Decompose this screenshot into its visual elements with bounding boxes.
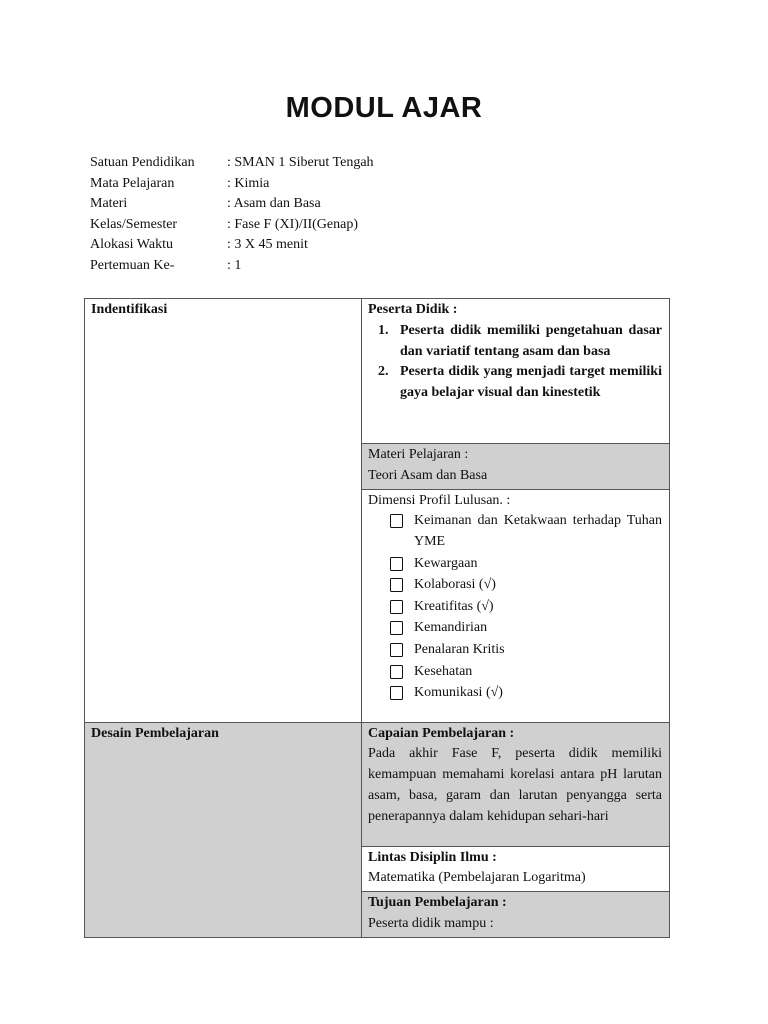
checklist-label: Komunikasi (√) — [414, 685, 503, 701]
table-row — [85, 299, 670, 444]
checkbox-icon — [390, 643, 403, 657]
capaian-cell — [362, 722, 670, 846]
meta-key: Mata Pelajaran — [90, 175, 175, 191]
checklist-item — [390, 575, 662, 596]
capaian-text: Pada akhir Fase F, peserta didik memiliki kemampuan memahami korelasi antara pH larutan asam, basa, garam dan larutan penyangga serta penerapannya dalam kehidupan sehari-hari — [368, 746, 662, 824]
meta-row-alokasi — [90, 235, 374, 256]
checklist-label: Kolaborasi (√) — [414, 577, 496, 593]
table-row — [85, 722, 670, 846]
checklist-item — [390, 618, 662, 639]
dimensi-profil-cell — [362, 489, 670, 722]
peserta-didik-heading: Peserta Didik : — [368, 302, 458, 317]
tujuan-heading: Tujuan Pembelajaran : — [368, 895, 507, 911]
desain-label-cell — [85, 722, 362, 937]
checkbox-icon — [390, 686, 403, 700]
meta-value: : Fase F (XI)/II(Genap) — [227, 216, 359, 232]
meta-row-mapel — [90, 174, 374, 195]
checklist-item — [390, 597, 662, 618]
materi-pelajaran-heading: Materi Pelajaran : — [368, 447, 469, 462]
checklist-item — [390, 511, 662, 552]
checkbox-icon — [390, 621, 403, 635]
meta-key: Satuan Pendidikan — [90, 155, 195, 170]
capaian-heading: Capaian Pembelajaran : — [368, 725, 515, 741]
checklist-label: Kesehatan — [414, 663, 473, 679]
meta-key: Kelas/Semester — [90, 216, 178, 232]
checklist-label: Kemandirian — [414, 620, 488, 636]
meta-row-kelas — [90, 215, 374, 236]
list-item — [378, 362, 662, 404]
meta-value: : 3 X 45 menit — [227, 237, 308, 253]
checklist-item — [390, 662, 662, 683]
peserta-didik-cell — [362, 299, 670, 444]
meta-row-satuan — [90, 153, 374, 174]
meta-key: Pertemuan Ke- — [90, 257, 175, 273]
checkbox-icon — [390, 600, 403, 614]
list-item — [378, 321, 662, 363]
lintas-disiplin-heading: Lintas Disiplin Ilmu : — [368, 849, 497, 865]
list-text: Peserta didik memiliki pengetahuan dasar dan variatif tentang asam dan basa — [400, 322, 662, 359]
meta-key: Alokasi Waktu — [90, 237, 173, 253]
meta-value: : Kimia — [227, 175, 270, 191]
meta-value: : Asam dan Basa — [227, 196, 321, 212]
checkbox-icon — [390, 578, 403, 592]
list-number: 1. — [378, 322, 389, 338]
module-table — [84, 298, 670, 938]
dimensi-checklist — [368, 511, 662, 703]
checkbox-icon — [390, 557, 403, 571]
meta-key: Materi — [90, 196, 128, 212]
lintas-disiplin-cell — [362, 846, 670, 892]
checklist-item — [390, 554, 662, 575]
module-info — [90, 153, 374, 277]
list-text: Peserta didik yang menjadi target memiliki gaya belajar visual dan kinestetik — [400, 364, 662, 401]
dimensi-profil-heading: Dimensi Profil Lulusan. : — [368, 492, 511, 508]
meta-row-pertemuan — [90, 256, 374, 277]
list-number: 2. — [378, 364, 389, 380]
identifikasi-label-cell — [85, 299, 362, 723]
checklist-item — [390, 640, 662, 661]
checkbox-icon — [390, 665, 403, 679]
meta-row-materi — [90, 194, 374, 215]
tujuan-cell — [362, 892, 670, 938]
document-title: MODUL AJAR — [285, 92, 483, 124]
checklist-label: Keimanan dan Ketakwaan terhadap Tuhan YME — [414, 513, 662, 549]
peserta-didik-list — [368, 321, 662, 404]
lintas-disiplin-text: Matematika (Pembelajaran Logaritma) — [368, 870, 586, 886]
identifikasi-label: Indentifikasi — [91, 302, 168, 317]
checklist-label: Penalaran Kritis — [414, 641, 505, 657]
checklist-item — [390, 683, 662, 704]
materi-pelajaran-text: Teori Asam dan Basa — [368, 467, 488, 483]
meta-value: : 1 — [227, 257, 242, 273]
meta-value: : SMAN 1 Siberut Tengah — [227, 155, 374, 170]
tujuan-text: Peserta didik mampu : — [368, 915, 494, 931]
checklist-label: Kewargaan — [414, 555, 478, 571]
desain-label: Desain Pembelajaran — [91, 725, 219, 741]
checklist-label: Kreatifitas (√) — [414, 598, 494, 614]
materi-pelajaran-cell — [362, 444, 670, 490]
checkbox-icon — [390, 514, 403, 528]
